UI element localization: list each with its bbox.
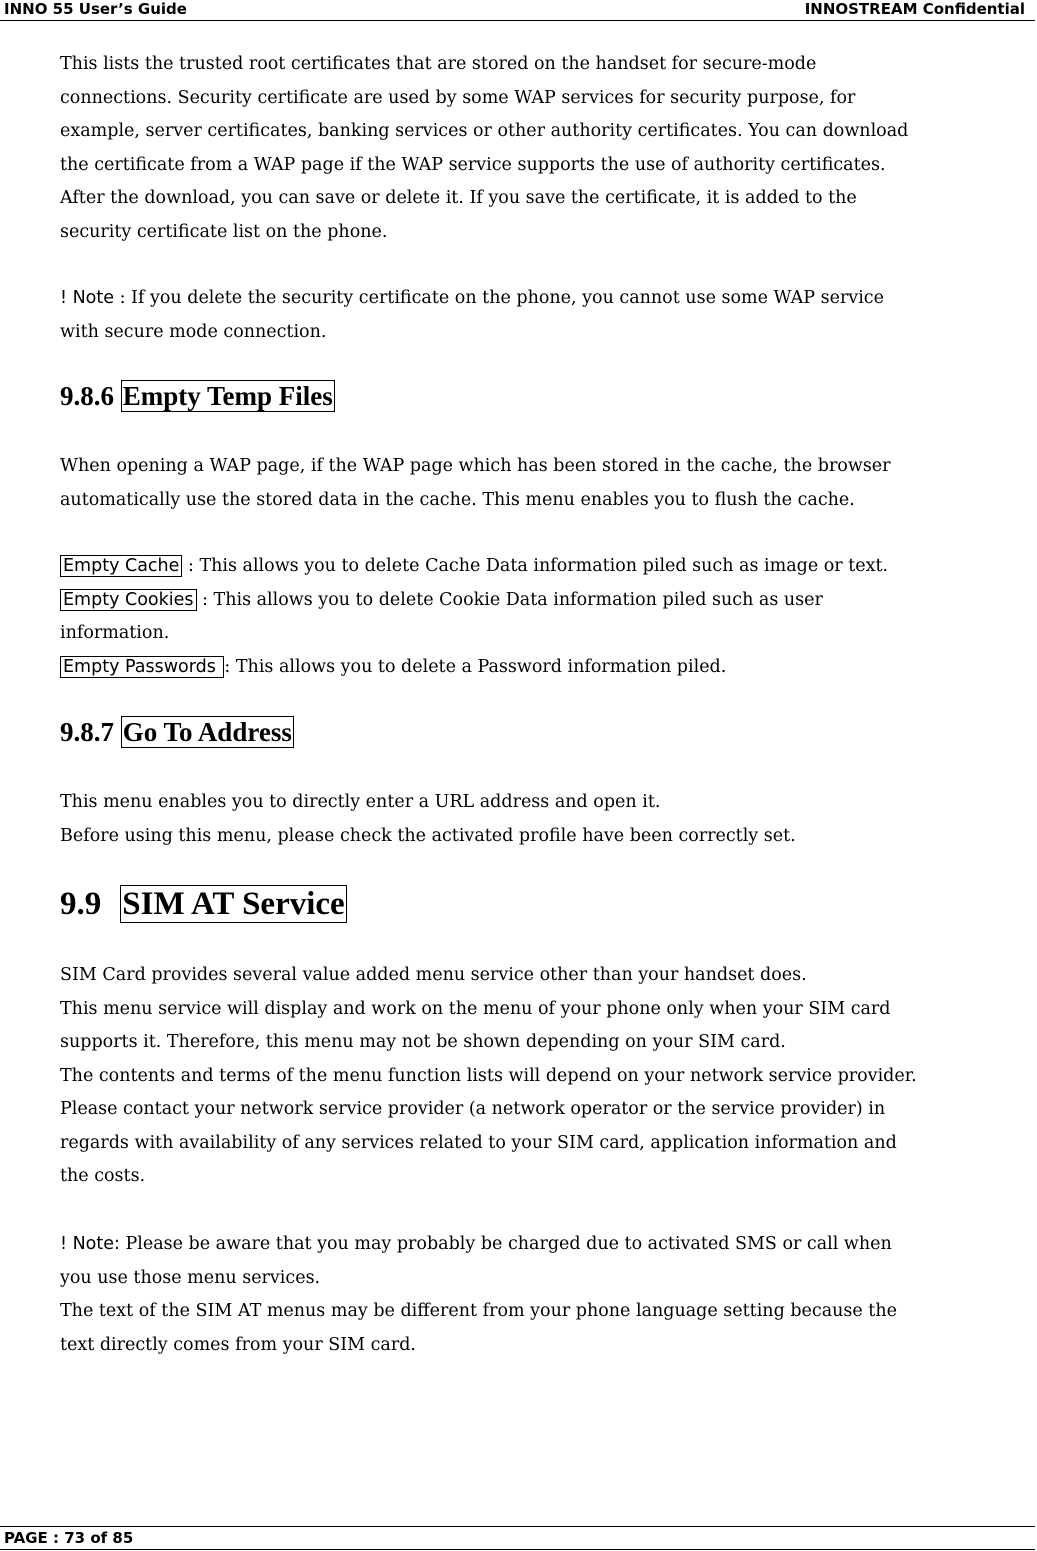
term-description: : This allows you to delete Cache Data information piled such as image or text. (182, 556, 889, 576)
go-to-address-paragraph (60, 786, 796, 853)
text-line: The text of the SIM AT menus may be different from your phone language setting because the (60, 1301, 897, 1321)
term-description: : This allows you to delete a Password information piled. (224, 656, 727, 677)
text-line: After the download, you can save or delete it. If you save the certificate, it is added to the (60, 188, 857, 208)
text-line: the certificate from a WAP page if the WAP service supports the use of authority certificates. (60, 154, 886, 175)
heading-title: Go To Address (122, 717, 292, 747)
text-line: text directly comes from your SIM card. (60, 1334, 416, 1355)
header-confidential: INNOSTREAM Confidential (804, 0, 1025, 18)
text-line: information. (60, 623, 170, 643)
heading-title: SIM AT Service (122, 886, 345, 922)
text-line: Before using this menu, please check the activated profile have been correctly set. (60, 825, 796, 846)
list-item (60, 550, 888, 584)
note-text: Please be aware that you may probably be charged due to activated SMS or call when (119, 1234, 892, 1254)
text-line: with secure mode connection. (60, 321, 327, 342)
text-line: automatically use the stored data in the cache. This menu enables you to flush the cache. (60, 489, 855, 510)
text-line: you use those menu services. (60, 1267, 321, 1288)
text-line: The contents and terms of the menu function lists will depend on your network service provider. (60, 1065, 917, 1086)
text-line: the costs. (60, 1166, 146, 1186)
term-empty-passwords: Empty Passwords (60, 656, 224, 678)
heading-9-8-6 (60, 377, 335, 415)
text-line: supports it. Therefore, this menu may not be shown depending on your SIM card. (60, 1032, 786, 1052)
text-line: regards with availability of any services related to your SIM card, application information and (60, 1132, 897, 1153)
text-line: SIM Card provides several value added menu service other than your handset does. (60, 965, 807, 985)
note-charges (60, 1228, 897, 1362)
heading-9-8-7 (60, 713, 294, 751)
note-label: ! Note (60, 288, 115, 308)
text-line: security certificate list on the phone. (60, 221, 388, 242)
heading-number: 9.9 (60, 886, 102, 922)
term-empty-cache: Empty Cache (60, 555, 182, 577)
list-item (60, 584, 888, 618)
heading-number: 9.8.6 (60, 381, 121, 411)
text-line: Please contact your network service provider (a network operator or the service provider) in (60, 1099, 886, 1119)
note-label: ! Note: (60, 1234, 120, 1254)
header-doc-title: INNO 55 User’s Guide (4, 0, 187, 18)
text-line: This menu service will display and work on the menu of your phone only when your SIM card (60, 998, 891, 1019)
heading-number: 9.8.7 (60, 717, 121, 747)
note-security (60, 282, 884, 349)
note-text: : If you delete the security certificate on the phone, you cannot use some WAP service (114, 288, 884, 308)
page-header (0, 0, 1035, 21)
heading-title: Empty Temp Files (122, 381, 333, 411)
heading-9-9 (60, 882, 347, 926)
text-line: This lists the trusted root certificates that are stored on the handset for secure-mode (60, 54, 817, 74)
list-item (60, 651, 888, 685)
sim-at-paragraph (60, 959, 917, 1194)
page-number: PAGE : 73 of 85 (4, 1529, 134, 1547)
page-footer (0, 1526, 1035, 1550)
term-description: : This allows you to delete Cookie Data information piled such as user (196, 589, 823, 610)
empty-temp-files-paragraph (60, 450, 891, 517)
empty-options-list (60, 550, 888, 684)
text-line: When opening a WAP page, if the WAP page which has been stored in the cache, the browser (60, 456, 891, 476)
text-line: example, server certificates, banking services or other authority certificates. You can download (60, 121, 909, 141)
text-line: connections. Security certificate are used by some WAP services for security purpose, for (60, 87, 856, 108)
text-line: This menu enables you to directly enter a URL address and open it. (60, 792, 661, 812)
intro-paragraph (60, 48, 908, 249)
term-empty-cookies: Empty Cookies (60, 589, 197, 611)
